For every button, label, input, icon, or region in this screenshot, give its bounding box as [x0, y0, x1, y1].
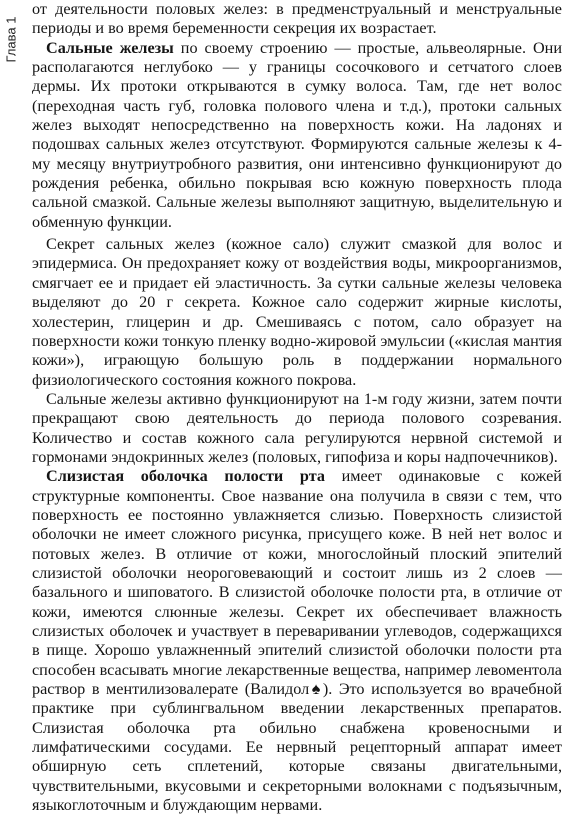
paragraph-4-text: имеет одинаковые с кожей структурные компоненты. Свое название она получила в связи с тем, что поверхность ее постоянно увлажняется слизью. Поверхность слизистой оболочки не имеет сложного рисунка, присущего коже. В ней нет волос и потовых желез. В отличие от кожи, многослойный плоский эпителий слизистой оболочки неороговевающий и состоит лишь из 2 слоев — базального и шиповатого. В слизистой оболочке полости рта, в отличие от кожи, имеются слюнные железы. Секрет их обеспечивает влажность слизистых оболочек и участвует в переваривании углеводов, содержащихся в пище. Хорошо увлажненный эпителий слизистой оболочки полости рта способен всасывать многие лекарственные вещества, например левоментола раствор в ментилизовалерате (Валидол♠). Это используется во врачебной практике при сублингвальном введении лекарственных препаратов. Слизистая оболочка рта обильно снабжена кровеносными и лимфатическими сосудами. Ее нервный рецепторный аппарат имеет обширную сеть сплетений, которые связаны двигательными, чувствительными, вкусовыми и секреторными волокнами с подъязычным, языкоглоточным и блуждающим нервами. [32, 467, 562, 815]
paragraph-sebaceous-glands [32, 39, 562, 232]
paragraph-3-text: Сальные железы активно функционируют на 1-м году жизни, затем почти прекращают свою деятельность до периода полового созревания. Количество и состав кожного сала регулируются нервной системой и гормонами эндокринных желез (половых, гипофиза и коры надпочечников). [32, 389, 562, 466]
paragraph-0-text: от деятельности половых желез: в предменструальный и менструальные периоды и во время беременности секреция их возрастает. [32, 0, 562, 38]
term-sebaceous-glands: Сальные железы [46, 38, 174, 57]
chapter-label-text: Глава 1 [3, 16, 19, 62]
paragraph-oral-mucosa [32, 467, 562, 815]
paragraph-2-text: Секрет сальных желез (кожное сало) служит смазкой для волос и эпидермиса. Он предохраняет кожу от воздействия воды, микроорганизмов, смягчает ее и придает ей эластичность. За сутки сальные железы человека выделяют до 20 г секрета. Кожное сало содержит жирные кислоты, холестерин, глицерин и др. Смешиваясь с потом, сало образует на поверхности кожи тонкую пленку водно-жировой эмульсии («кислая мантия кожи»), играющую большую роль в поддержании нормального физиологического состояния кожного покрова. [32, 235, 562, 389]
paragraph-sebaceous-activity [32, 390, 562, 467]
paragraph-continued [32, 0, 562, 39]
paragraph-sebum-secret [32, 235, 562, 390]
chapter-side-label [0, 6, 22, 72]
term-oral-mucosa: Слизистая оболочка полости рта [46, 467, 325, 486]
page-body-text [32, 0, 562, 815]
paragraph-1-text: по своему строению — простые, альвеолярные. Они располагаются неглубоко — у границы сосочкового и сетчатого слоев дермы. Их протоки открываются в сумку волоса. Там, где нет волос (переходная часть губ, головка полового члена и т.д.), протоки сальных желез выходят непосредственно на поверхность кожи. На ладонях и подошвах сальных желез отсутствуют. Формируются сальные железы к 4-му месяцу внутриутробного развития, они интенсивно функционируют до рождения ребенка, обильно покрывая всю кожную поверхность плода сальной смазкой. Сальные железы выполняют защитную, выделительную и обменную функции. [32, 38, 562, 231]
